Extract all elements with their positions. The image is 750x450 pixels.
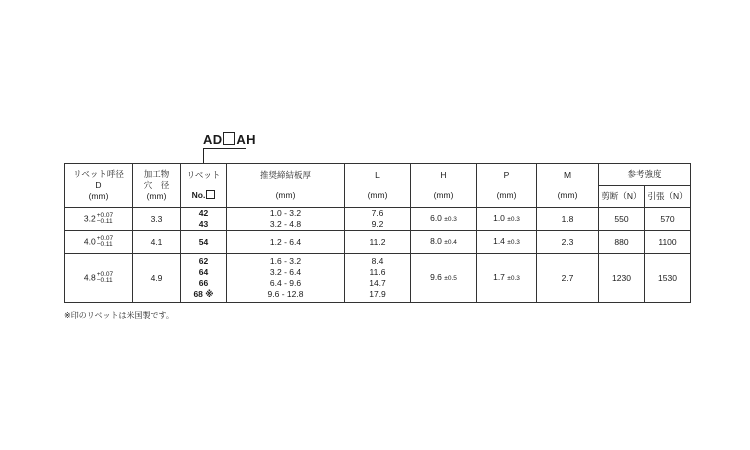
grip-range: 1.0 - 3.2 <box>269 208 302 218</box>
model-code <box>203 132 256 147</box>
cell-m: 1.8 <box>537 208 599 231</box>
header-m: M (mm) <box>537 164 599 208</box>
cell-grips <box>227 231 345 254</box>
rivet-no: 68 ※ <box>193 289 214 299</box>
grip-range: 6.4 - 9.6 <box>269 278 302 288</box>
cell-p: 1.0 ±0.3 <box>477 208 537 231</box>
cell-ls <box>345 231 411 254</box>
grip-range: 1.6 - 3.2 <box>269 256 302 266</box>
cell-rivet-dia: 4.8 +0.07 −0.11 <box>65 254 133 303</box>
cell-p: 1.7 ±0.3 <box>477 254 537 303</box>
model-leader-line <box>203 148 246 164</box>
cell-h: 8.0 ±0.4 <box>411 231 477 254</box>
cell-rivet-nos <box>181 254 227 303</box>
rivet-spec-table <box>64 163 691 303</box>
table-row <box>65 208 691 231</box>
table-row <box>65 254 691 303</box>
cell-rivet-nos <box>181 208 227 231</box>
grip-range: 1.2 - 6.4 <box>269 236 302 247</box>
rivet-no: 62 <box>198 256 209 266</box>
cell-grips <box>227 254 345 303</box>
header-rivet-no: リベット No. <box>181 164 227 208</box>
rivet-no: 66 <box>198 278 209 288</box>
cell-rivet-dia: 4.0 +0.07 −0.11 <box>65 231 133 254</box>
length-value: 9.2 <box>371 219 384 229</box>
rivet-no: 54 <box>198 236 209 247</box>
model-prefix: AD <box>203 132 223 147</box>
cell-ls <box>345 208 411 231</box>
length-value: 7.6 <box>371 208 384 218</box>
grip-range: 3.2 - 6.4 <box>269 267 302 277</box>
table-row <box>65 231 691 254</box>
length-value: 17.9 <box>369 289 386 299</box>
cell-hole-dia: 3.3 <box>133 208 181 231</box>
cell-shear: 1230 <box>599 254 645 303</box>
length-value: 11.6 <box>369 267 386 277</box>
header-shear: 剪断（N） <box>599 186 645 208</box>
header-l: L (mm) <box>345 164 411 208</box>
rivet-no-placeholder-box <box>206 190 215 199</box>
cell-hole-dia: 4.9 <box>133 254 181 303</box>
cell-shear: 550 <box>599 208 645 231</box>
grip-range: 9.6 - 12.8 <box>267 289 304 299</box>
grip-range: 3.2 - 4.8 <box>269 219 302 229</box>
header-p: P (mm) <box>477 164 537 208</box>
cell-tensile: 1530 <box>645 254 691 303</box>
rivet-no: 42 <box>198 208 209 218</box>
rivet-no: 43 <box>198 219 209 229</box>
cell-rivet-dia: 3.2 +0.07 −0.11 <box>65 208 133 231</box>
length-value: 14.7 <box>369 278 386 288</box>
header-hole-dia: 加工物 穴 径 (mm) <box>133 164 181 208</box>
header-tensile: 引張（N） <box>645 186 691 208</box>
cell-h: 6.0 ±0.3 <box>411 208 477 231</box>
header-h: H (mm) <box>411 164 477 208</box>
model-suffix: AH <box>236 132 256 147</box>
cell-m: 2.3 <box>537 231 599 254</box>
header-strength: 参考強度 <box>599 164 691 186</box>
length-value: 8.4 <box>371 256 384 266</box>
length-value: 11.2 <box>369 236 386 247</box>
cell-rivet-nos <box>181 231 227 254</box>
header-grip: 推奨締結板厚 (mm) <box>227 164 345 208</box>
header-rivet-dia: リベット呼径 D (mm) <box>65 164 133 208</box>
cell-shear: 880 <box>599 231 645 254</box>
cell-grips <box>227 208 345 231</box>
cell-ls <box>345 254 411 303</box>
cell-tensile: 570 <box>645 208 691 231</box>
footnote: ※印のリベットは米国製です。 <box>64 311 174 320</box>
cell-p: 1.4 ±0.3 <box>477 231 537 254</box>
cell-m: 2.7 <box>537 254 599 303</box>
cell-tensile: 1100 <box>645 231 691 254</box>
cell-h: 9.6 ±0.5 <box>411 254 477 303</box>
model-placeholder-box <box>223 132 235 145</box>
cell-hole-dia: 4.1 <box>133 231 181 254</box>
rivet-no: 64 <box>198 267 209 277</box>
